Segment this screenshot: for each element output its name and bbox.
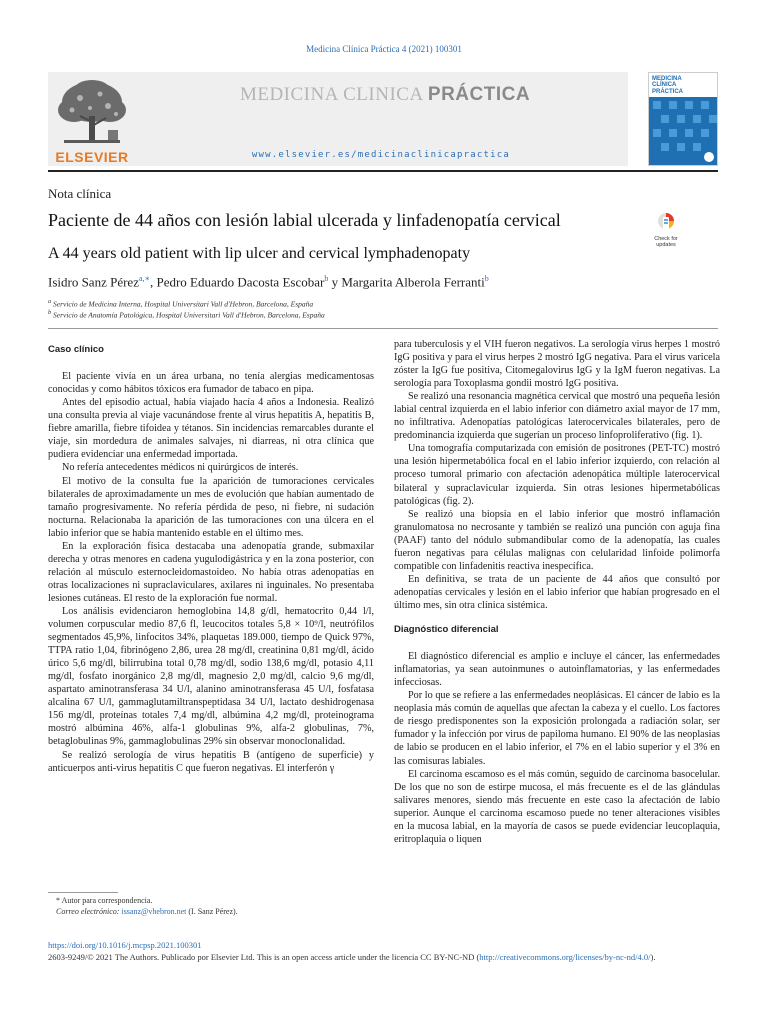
email-link[interactable]: issanz@vhebron.net bbox=[121, 907, 187, 916]
publisher-name: ELSEVIER bbox=[55, 149, 129, 165]
author-affiliation-mark[interactable]: b bbox=[324, 274, 329, 283]
affiliation-text: Servicio de Medicina Interna, Hospital Universitari Vall d'Hebron, Barcelona, España bbox=[53, 299, 314, 309]
license-end: ). bbox=[650, 952, 656, 962]
affiliation-b bbox=[48, 309, 325, 320]
article-title-english: A 44 years old patient with lip ulcer and cervical lymphadenopaty bbox=[48, 245, 471, 262]
cover-title: MEDICINA CLÍNICA PRÁCTICA bbox=[652, 76, 683, 95]
author-affiliation-mark[interactable]: a,∗ bbox=[138, 274, 150, 283]
corresponding-footnote: * Autor para correspondencia. bbox=[56, 896, 153, 905]
body-paragraph: El paciente vivía en un área urbana, no tenía alergias medicamentosas conocidas y como hábitos tóxicos era fumador de tabaco en pipa. bbox=[48, 371, 374, 396]
author-list bbox=[48, 274, 728, 290]
body-paragraph: Una tomografía computarizada con emisión de positrones (PET-TC) mostró una lesión hipermetabólica focal en el labio inferior izquierdo, con relación al proceso tumoral primario con afectación adenopática múltiple laterocervical bilateral y supraclavicular izquierda. Sin otras lesiones hipermetabólicas patológicas (fig. 2). bbox=[394, 443, 720, 507]
author-name: Isidro Sanz Pérez bbox=[48, 274, 139, 290]
affiliation-mark: a bbox=[48, 298, 52, 305]
doi-link[interactable]: https://doi.org/10.1016/j.mcpsp.2021.100301 bbox=[48, 940, 202, 950]
footnote-rule bbox=[48, 892, 118, 893]
email-owner: (I. Sanz Pérez). bbox=[186, 907, 238, 916]
author-separator: y bbox=[328, 274, 342, 290]
body-paragraph: En definitiva, se trata de un paciente de 44 años que consultó por adenopatías cervicales y lesión en el labio inferior que habían progresado en el último mes, sin otra clínica sistémica. bbox=[394, 573, 720, 611]
body-paragraph: El motivo de la consulta fue la aparición de tumoraciones cervicales bilaterales de aproximadamente un mes de evolución que habían aumentado de tamaño progresivamente. No refería pérdida de peso, ni fiebre, ni sudación nocturna. Relacionaba la aparición de las tumoraciones con una úlcera en el labio inferior que se había mantenido estable en el último mes. bbox=[48, 475, 374, 539]
body-paragraph: Se realizó serología de virus hepatitis B (antígeno de superficie) y anticuerpos anti-virus hepatitis C que fueron negativas. El interferón γ bbox=[48, 749, 374, 774]
body-paragraph: El carcinoma escamoso es el más común, seguido de carcinoma basocelular. De los que no son de estirpe mucosa, el más frecuente es el de las glándulas salivares menores, siendo más frecuente en este caso la afectación de labio superior. Aunque el carcinoma escamoso puede no tener alteraciones visibles en la mucosa labial, en la mayoría de casos se puede evidenciar leucoplaquia, eritroplaquia o liquen bbox=[394, 768, 720, 845]
crossmark-icon bbox=[657, 212, 675, 232]
article-type: Nota clínica bbox=[48, 186, 112, 201]
author-affiliation-mark[interactable]: b bbox=[484, 274, 489, 283]
author-name: Margarita Alberola Ferranti bbox=[341, 274, 485, 290]
body-paragraph: Antes del episodio actual, había viajado hacía 4 años a Indonesia. Realizó una consulta previa al viaje vacunándose frente al virus hepatitis A, hepatitis B, fiebre amarilla, fiebre tifoidea y tétanos. Sin incidencias remarcables durante el viaje, sin mordedura de animales salvajes, ni diarreas, ni otra clínica que pudiera evidenciar una enfermedad importada. bbox=[48, 397, 374, 461]
license-text: 2603-9249/© 2021 The Authors. Publicado por Elsevier Ltd. This is an open access article under the licencia CC BY-NC-ND ( bbox=[48, 952, 480, 962]
right-text-column bbox=[394, 338, 720, 846]
email-label: Correo electrónico: bbox=[56, 907, 122, 916]
journal-cover-image bbox=[648, 72, 718, 166]
corresponding-text: Autor para correspondencia. bbox=[61, 896, 153, 905]
section-heading: Caso clínico bbox=[48, 344, 104, 355]
body-paragraph: Se realizó una biopsia en el labio inferior que mostró inflamación granulomatosa no necrosante y también se realizó una punción con aguja fina (PAAF) tanto del nódulo submandibular como de la adenopatía, las cuales fueron negativas para células malignas con celularidad linfoide polimorfa compatible con linfadenitis reactiva inespecífica. bbox=[394, 508, 720, 572]
body-paragraph: El diagnóstico diferencial es amplio e incluye el cáncer, las enfermedades inflamatorias, ya sean autoinmunes o autoinflamatorias, y las enfermedades infecciosas. bbox=[394, 651, 720, 689]
header-rule bbox=[48, 170, 718, 172]
journal-title-part1: MEDICINA CLINICA bbox=[239, 84, 428, 105]
affiliation-text: Servicio de Anatomía Patológica, Hospital Universitari Vall d'Hebron, Barcelona, España bbox=[53, 310, 325, 320]
section-divider bbox=[48, 328, 718, 329]
journal-title-part2: PRÁCTICA bbox=[427, 84, 531, 105]
crossmark-label: Check for updates bbox=[654, 236, 678, 248]
left-text-column bbox=[48, 344, 374, 775]
author-name: Pedro Eduardo Dacosta Escobar bbox=[156, 274, 325, 290]
body-paragraph: Los análisis evidenciaron hemoglobina 14,8 g/dl, hematocrito 0,44 l/l, volumen corpuscular medio 87,6 fl, leucocitos totales 5,8 × 10⁹/l, neutrófilos segmentados 45,9%, linfocitos 34%, plaquetas 189.000, tiempo de Quick 97%, TTPA ratio 1,04, fibrinógeno 2,86, urea 28 mg/dl, creatinina 0,81 mg/dl, ácido úrico 5,6 mg/dl, bilirrubina total 0,78 mg/dl, sodio 138,6 mg/dl, potasio 4,11 mg/dl, fosfato inorgánico 2,8 mg/dl, magnesio 2,0 mg/dl, calcio 9,6 mg/dl, aspartato aminotransferasa 34 U/l, alanino aminotransferasa 45 U/l, fosfatasa alcalina 67 U/l, gammaglutamiltranspeptidasa 34 U/l, lactato deshidrogenasa 156 mg/dl, proteínas totales 7,4 mg/dl, albúmina 4,2 mg/dl, proteinograma mostró albúmina 46%, alfa-1 globulinas 9%, alfa-2 globulinas, 7%, betaglobulinas 9%, gammaglobulinas 29% sin observar monoclonalidad. bbox=[48, 606, 374, 748]
section-heading: Diagnóstico diferencial bbox=[394, 623, 499, 635]
license-url-link[interactable]: http://creativecommons.org/licenses/by-nc-nd/4.0/ bbox=[479, 952, 651, 962]
body-paragraph: para tuberculosis y el VIH fueron negativos. La serología virus herpes 1 mostró IgG positiva y para el virus herpes 2 mostró IgG negativa. Para el virus varicela zóster la IgG fue positiva, Citomegalovirus IgG y la IgM fueron negativas. La serología para Toxoplasma gondii mostró IgG positiva. bbox=[394, 339, 720, 390]
email-footnote bbox=[56, 907, 238, 916]
body-paragraph: Se realizó una resonancia magnética cervical que mostró una pequeña lesión labial central izquierda en el labio inferior con diámetro axial mayor de 17 mm, no infiltrativa. Adenopatías patológicas laterocervicales bilaterales, pero de predominancia izquierda que sugerían un proceso linfoproliferativo (fig. 1). bbox=[394, 391, 720, 442]
license-line bbox=[48, 952, 728, 962]
affiliation-mark: b bbox=[48, 309, 52, 316]
body-paragraph: No refería antecedentes médicos ni quirúrgicos de interés. bbox=[62, 462, 299, 474]
affiliation-a bbox=[48, 298, 313, 309]
body-paragraph: Por lo que se refiere a las enfermedades neoplásicas. El cáncer de labio es la neoplasia más común de aquellas que afectan la cabeza y el cuello. Los factores de riesgo predisponentes son la exposición prolongada a radiación solar, ser fumador y la infección por virus de papiloma humano. El 90% de las neoplasias de labio se producen en el labio inferior, el 7% en el labio superior y el 3% en las comisuras labiales. bbox=[394, 690, 720, 767]
journal-url-link[interactable]: www.elsevier.es/medicinaclinicapractica bbox=[251, 150, 510, 160]
journal-title bbox=[140, 84, 630, 106]
journal-reference[interactable]: Medicina Clínica Práctica 4 (2021) 100301 bbox=[306, 44, 462, 54]
article-title-spanish: Paciente de 44 años con lesión labial ulcerada y linfadenopatía cervical bbox=[48, 210, 561, 230]
body-paragraph: En la exploración física destacaba una adenopatía grande, submaxilar derecha y otras menores en cadena yugulodigástrica y en la zona posterior, con relación al músculo esternocleidomastoideo. No había otras adenopatías en otras localizaciones ni supraclaviculares, axilares ni inguinales. No presentaba lesiones cutáneas. El resto de la exploración fue normal. bbox=[48, 540, 374, 604]
check-for-updates-badge[interactable] bbox=[646, 212, 686, 250]
author-separator: , bbox=[149, 274, 157, 290]
cover-pattern bbox=[649, 97, 718, 166]
